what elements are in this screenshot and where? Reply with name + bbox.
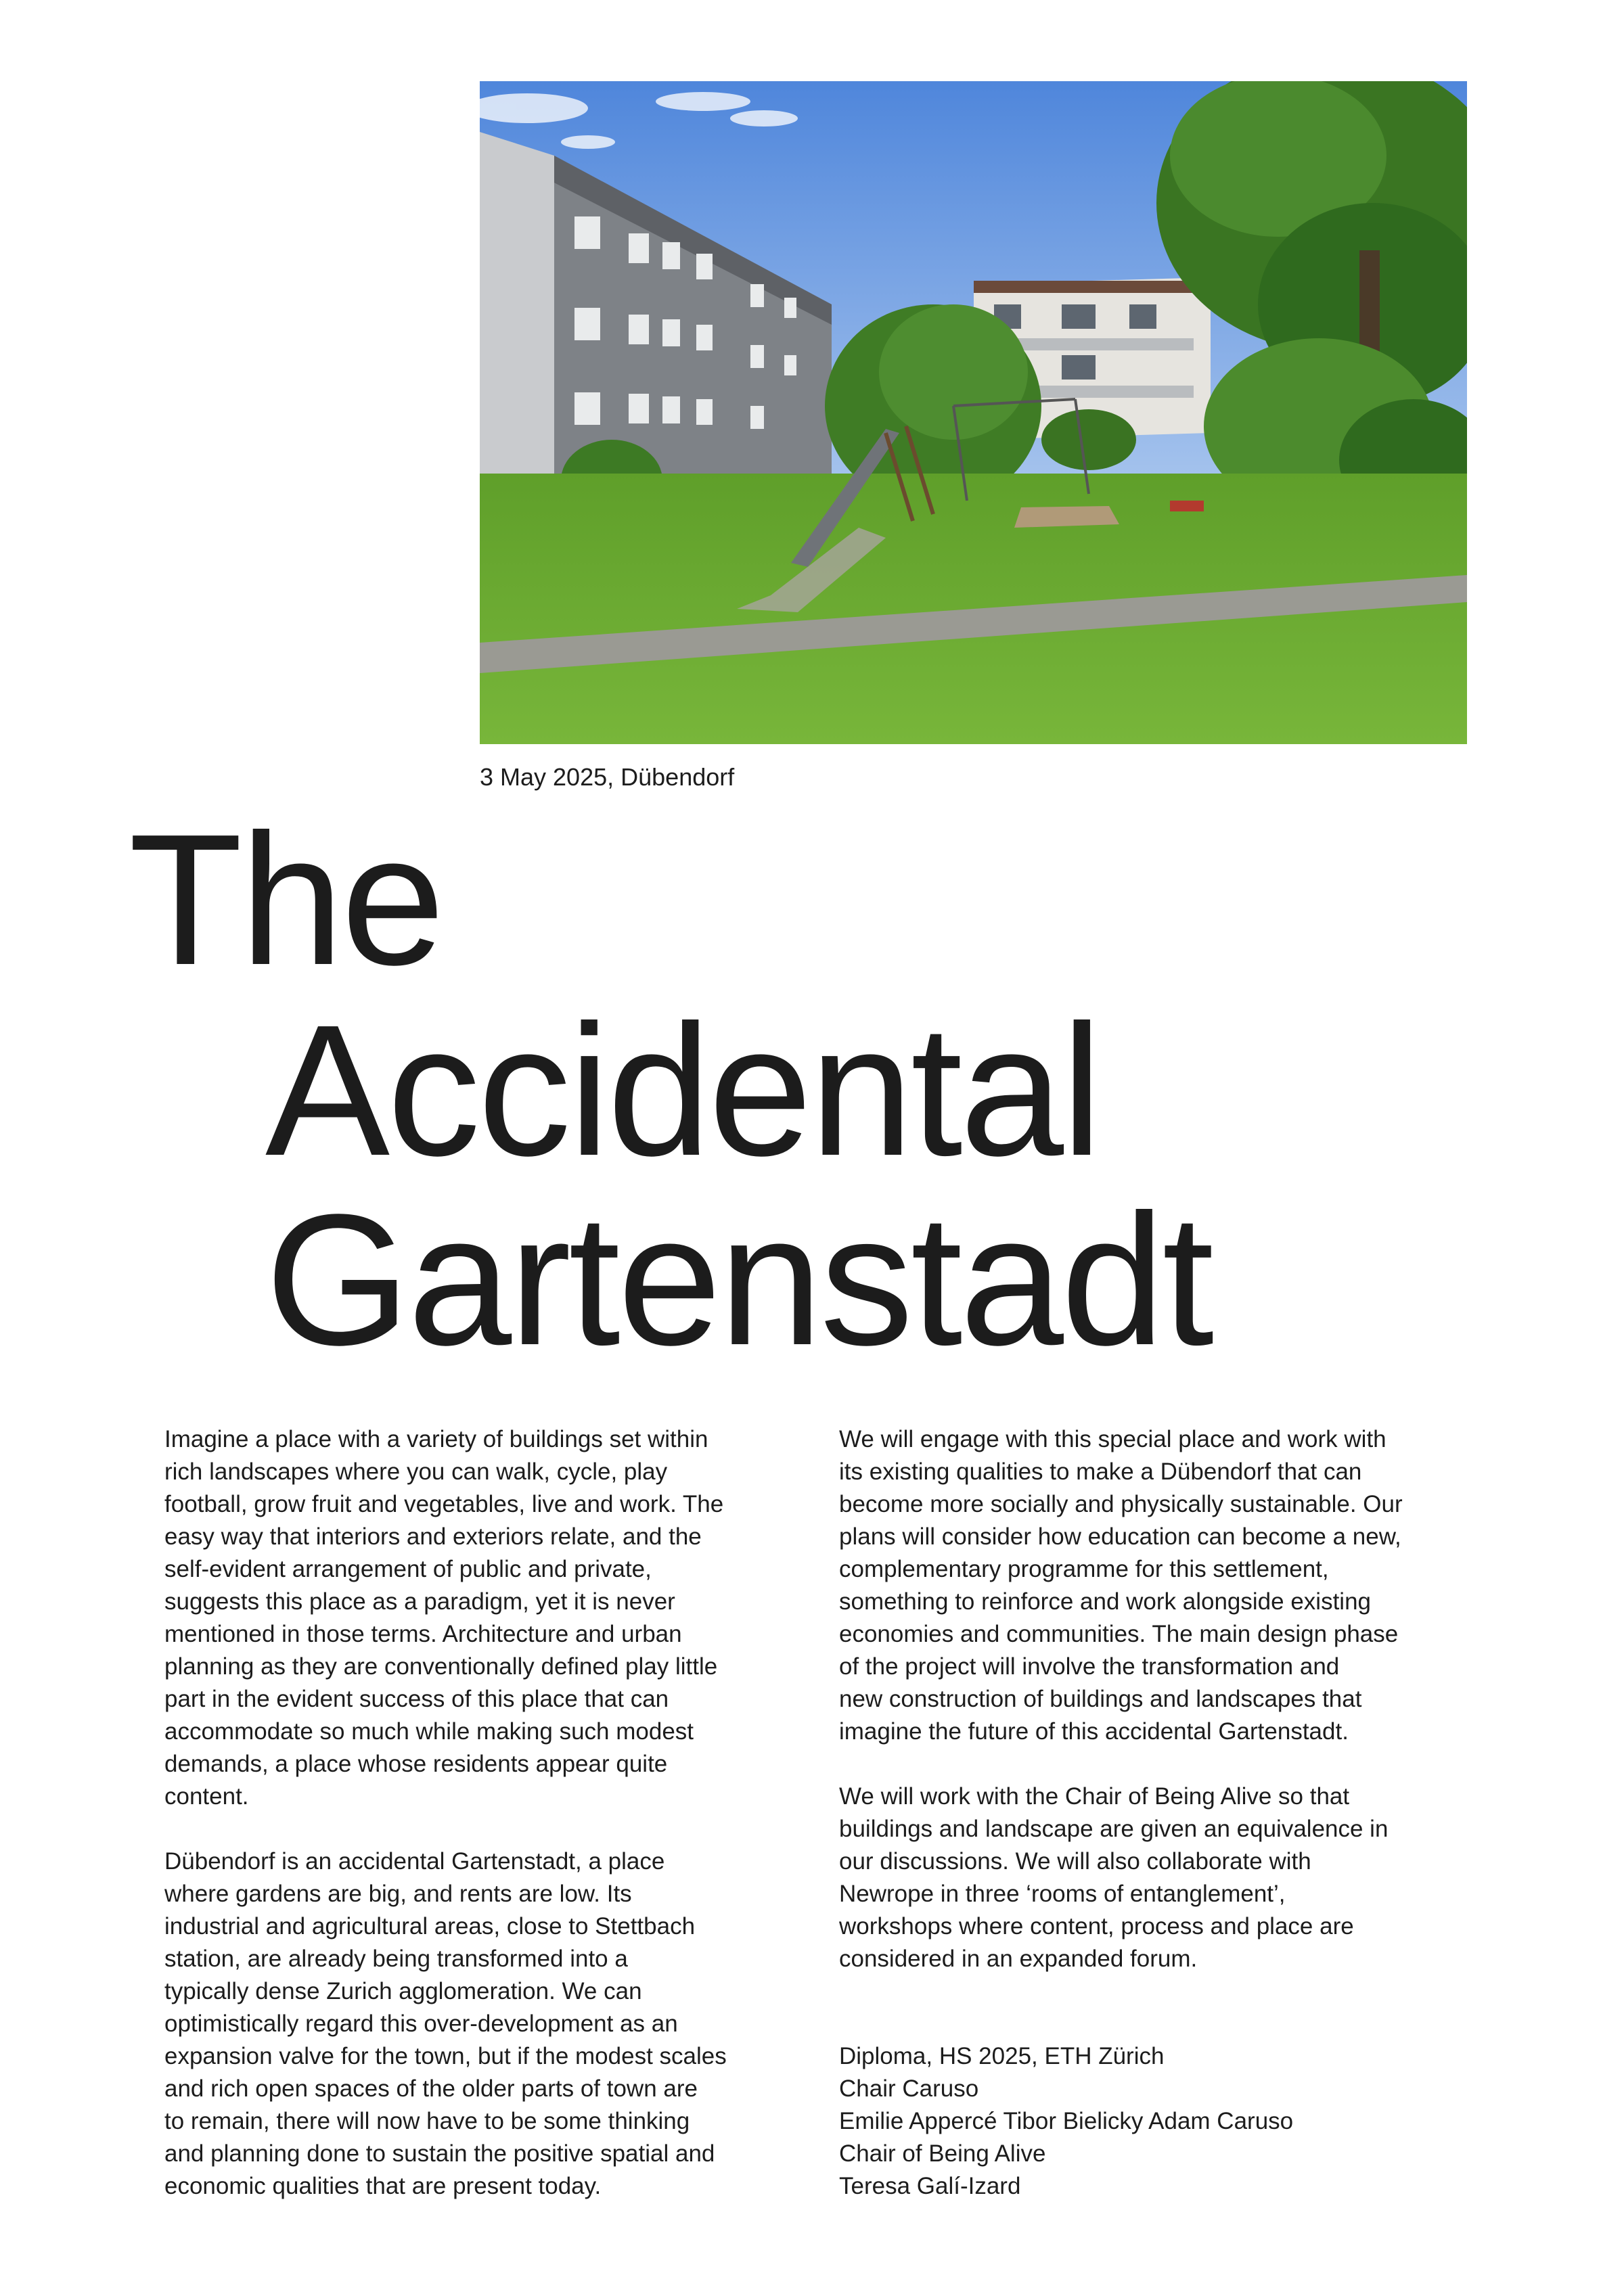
paragraph: Imagine a place with a variety of buildings set within rich landscapes where you can walk, cycle, play football, grow fruit and vegetables, live and work. The easy way that interiors and exteriors relate, and the self-evident arrangement of public and private, suggests this place as a paradigm, yet it is never mentioned in those terms. Architecture and urban planning as they are conventionally defined play little part in the evident success of this place that can accommodate so much while making such modest demands, a place whose residents appear quite content. bbox=[164, 1426, 724, 1810]
courtyard-photo bbox=[480, 81, 1467, 744]
body-column-right bbox=[839, 1423, 1482, 1975]
paragraph: We will engage with this special place and work with its existing qualities to make a Dübendorf that can become more socially and physically sustainable. Our plans will consider how education can become a new, complementary programme for this settlement, something to reinforce and work alongside existing economies and communities. The main design phase of the project will involve the transformation and new construction of buildings and landscapes that imagine the future of this accidental Gartenstadt. bbox=[839, 1426, 1403, 1745]
credits-line: Emilie Appercé Tibor Bielicky Adam Caruso bbox=[839, 2108, 1294, 2134]
credits-line: Chair Caruso bbox=[839, 2075, 979, 2102]
credits-block bbox=[839, 2040, 1482, 2203]
title-line-3: Gartenstadt bbox=[265, 1176, 1212, 1384]
credits-line: Chair of Being Alive bbox=[839, 2140, 1046, 2167]
photo-caption: 3 May 2025, Dübendorf bbox=[480, 763, 735, 791]
body-column-left bbox=[164, 1423, 807, 2203]
credits-line: Teresa Galí-Izard bbox=[839, 2173, 1021, 2199]
title-line-2: Accidental bbox=[265, 986, 1100, 1195]
paragraph: We will work with the Chair of Being Alive so that buildings and landscape are given an equivalence in our discussions. We will also collaborate with Newrope in three ‘rooms of entanglement’, workshops where content, process and place are considered in an expanded forum. bbox=[839, 1783, 1389, 1972]
title-line-1: The bbox=[129, 796, 443, 1004]
credits-line: Diploma, HS 2025, ETH Zürich bbox=[839, 2043, 1165, 2069]
paragraph: Dübendorf is an accidental Gartenstadt, a place where gardens are big, and rents are low. Its industrial and agricultural areas, close to Stettbach station, are already being transformed into a typically dense Zurich agglomeration. We can optimistically regard this over-development as an expansion valve for the town, but if the modest scales and rich open spaces of the older parts of town are to remain, there will now have to be some thinking and planning done to sustain the positive spatial and economic qualities that are present today. bbox=[164, 1848, 727, 2199]
